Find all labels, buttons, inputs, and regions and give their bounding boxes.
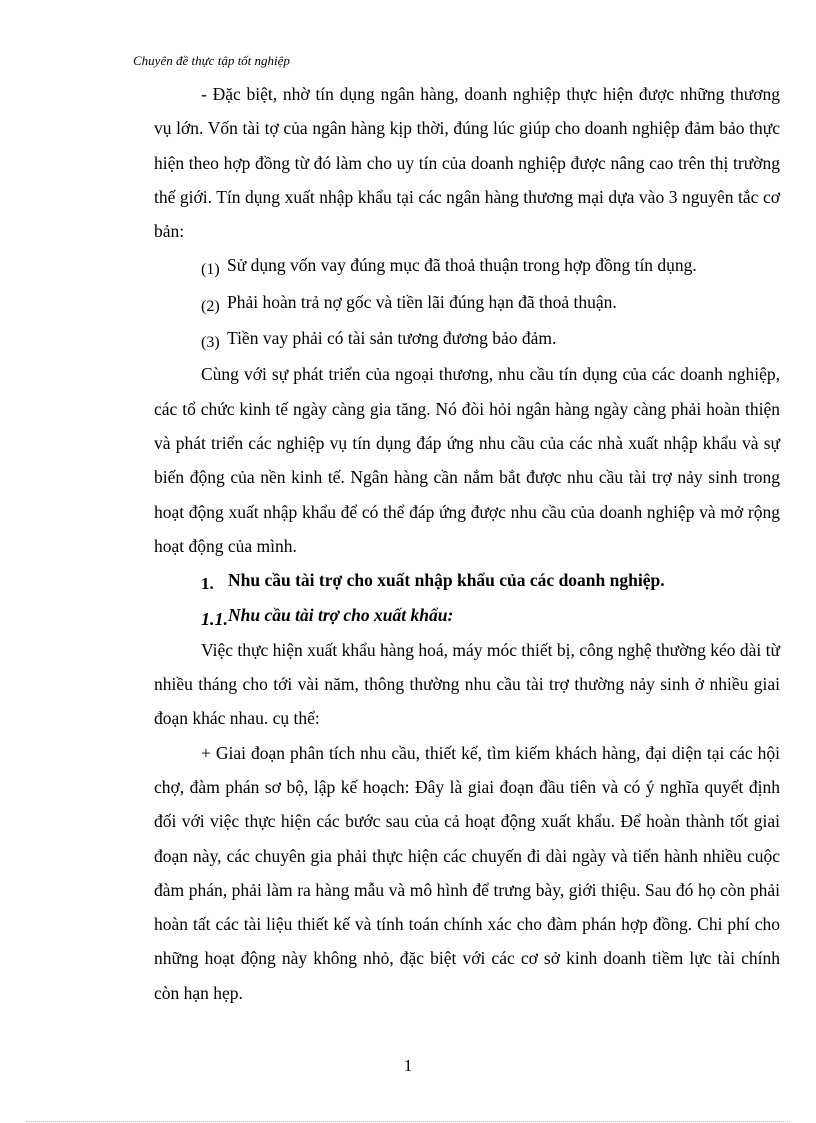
- page-number: 1: [403, 1056, 413, 1075]
- section-heading: [154, 563, 780, 598]
- list-text: Tiền vay phải có tài sản tương đương bảo đảm.: [227, 328, 557, 349]
- body-text: [154, 77, 780, 1010]
- page-bottom-divider: [26, 1121, 790, 1122]
- subsection-title: Nhu cầu tài trợ cho xuất khẩu:: [228, 605, 454, 626]
- list-text: Sử dụng vốn vay đúng mục đã thoả thuận trong hợp đồng tín dụng.: [227, 255, 697, 276]
- paragraph-analysis-stage: + Giai đoạn phân tích nhu cầu, thiết kế, tìm kiếm khách hàng, đại diện tại các hội chợ, đàm phán sơ bộ, lập kế hoạch: Đây là giai đoạn đầu tiên và có ý nghĩa quyết định đối với việc thực hiện các bước sau của cả hoạt động xuất khẩu. Để hoàn thành tốt giai đoạn này, các chuyên gia phải thực hiện các chuyến đi dài ngày và tiến hành nhiều cuộc đàm phán, phải làm ra hàng mẫu và mô hình để trưng bày, giới thiệu. Sau đó họ còn phải hoàn tất các tài liệu thiết kế và tính toán chính xác cho đàm phán hợp đồng. Chi phí cho những hoạt động này không nhỏ, đặc biệt với các cơ sở kinh doanh tiềm lực tài chính còn hạn hẹp.: [154, 742, 780, 1003]
- paragraph-foreign-trade: Cùng với sự phát triển của ngoại thương, nhu cầu tín dụng của các doanh nghiệp, các tổ chức kinh tế ngày càng gia tăng. Nó đòi hỏi ngân hàng ngày càng phải hoàn thiện và phát triển các nghiệp vụ tín dụng đáp ứng nhu cầu của các nhà xuất nhập khẩu và sự biến động của nền kinh tế. Ngân hàng cần nắm bắt được nhu cầu tài trợ nảy sinh trong hoạt động xuất nhập khẩu để có thể đáp ứng được nhu cầu của doanh nghiệp và mở rộng hoạt động của mình.: [154, 364, 780, 556]
- running-header: Chuyên đề thực tập tốt nghiệp: [133, 53, 290, 68]
- section-title: Nhu cầu tài trợ cho xuất nhập khẩu của các doanh nghiệp.: [228, 570, 665, 591]
- list-item: [154, 285, 780, 321]
- paragraph-export-financing: Việc thực hiện xuất khẩu hàng hoá, máy móc thiết bị, công nghệ thường kéo dài từ nhiều tháng cho tới vài năm, thông thường nhu cầu tài trợ thường nảy sinh ở nhiều giai đoạn khác nhau. cụ thể:: [154, 639, 781, 729]
- list-number: (1): [201, 261, 220, 279]
- subsection-number: 1.1.: [201, 609, 228, 630]
- section-number: 1.: [201, 574, 214, 594]
- list-item: [154, 248, 780, 284]
- list-text: Phải hoàn trả nợ gốc và tiền lãi đúng hạn đã thoả thuận.: [227, 291, 617, 312]
- subsection-heading: [154, 598, 780, 632]
- list-number: (2): [201, 297, 220, 315]
- list-number: (3): [201, 334, 220, 352]
- paragraph-credit-benefits: - Đặc biệt, nhờ tín dụng ngân hàng, doanh nghiệp thực hiện được những thương vụ lớn. Vốn tài tợ của ngân hàng kịp thời, đúng lúc giúp cho doanh nghiệp đảm bảo thực hiện theo hợp đồng từ đó làm cho uy tín của doanh nghiệp được nâng cao trên thị trường thế giới. Tín dụng xuất nhập khẩu tại các ngân hàng thương mại dựa vào 3 nguyên tắc cơ bản:: [154, 84, 780, 242]
- list-item: [154, 321, 780, 357]
